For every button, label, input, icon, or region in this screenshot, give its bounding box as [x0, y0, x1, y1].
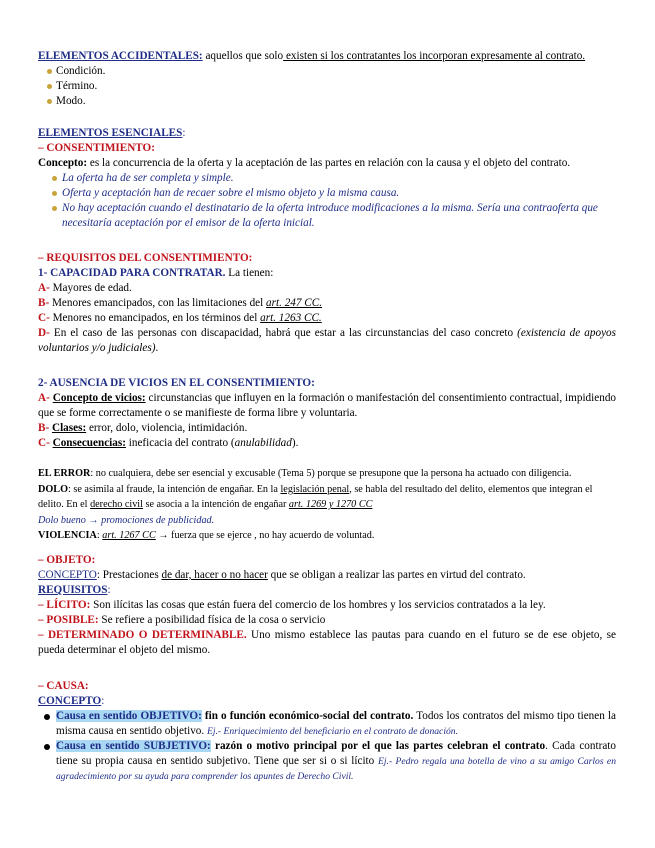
capacidad-item-b: B- Menores emancipados, con las limitaciones del art. 247 CC.	[38, 297, 322, 309]
list-item: Modo.	[38, 94, 616, 109]
objeto-licito: – LÍCITO: Son ilícitas las cosas que están fuera del comercio de los hombres y los servicios contratados a la ley.	[38, 599, 546, 611]
capacidad-item-c: C- Menores no emancipados, en los términos del art. 1263 CC.	[38, 312, 322, 324]
dolo-bueno-note: Dolo bueno → promociones de publicidad.	[38, 514, 215, 526]
capacidad-item-d: D- En el caso de las personas con discapacidad, habrá que estar a las circunstancias del caso concreto (existencia de apoyos voluntarios y/o judiciales).	[38, 327, 616, 354]
error-paragraph: EL ERROR: no cualquiera, debe ser esencial y excusable (Tema 5) porque se presupone que la persona ha actuado con diligencia.	[38, 468, 572, 479]
causa-concept-heading: CONCEPTO:	[38, 695, 105, 707]
capacidad-item-a: A- Mayores de edad.	[38, 282, 132, 294]
objeto-determinado: – DETERMINADO O DETERMINABLE. Uno mismo establece las pautas para cuando en el futuro se de ese objeto, se pueda determinar el objeto del mismo.	[38, 629, 617, 656]
list-item: La oferta ha de ser completa y simple.	[38, 171, 616, 186]
capacidad-heading: 1- CAPACIDAD PARA CONTRATAR. La tienen:	[38, 267, 274, 279]
accidentales-title: ELEMENTOS ACCIDENTALES:	[38, 50, 203, 62]
list-item: Término.	[38, 79, 616, 94]
vicios-item-a: A- Concepto de vicios: circunstancias que influyen en la formación o manifestación del consentimiento contractual, impidiendo que se forme correctamente o se manifieste de forma libre y voluntaria.	[38, 392, 617, 419]
objeto-posible: – POSIBLE: Se refiere a posibilidad física de la cosa o servicio	[38, 614, 326, 626]
list-item: Condición.	[38, 64, 616, 79]
vicios-title: 2- AUSENCIA DE VICIOS EN EL CONSENTIMIENTO:	[38, 377, 315, 389]
dolo-paragraph: DOLO: se asimila al fraude, la intención de engañar. En la legislación penal, se habla del resultado del delito, elementos que integran el delito. En el derecho civil se asocia a la intención de engañar art. 1269 y 1270 CC	[38, 483, 593, 510]
accidentales-section	[38, 49, 616, 109]
accidentales-definition: ELEMENTOS ACCIDENTALES: aquellos que solo existen si los contratantes los incorporan expresamente al contrato.	[38, 50, 586, 62]
objeto-concept: CONCEPTO: Prestaciones de dar, hacer o no hacer que se obligan a realizar las partes en virtud del contrato.	[38, 569, 526, 581]
consentimiento-title: – CONSENTIMIENTO:	[38, 142, 155, 154]
vicios-item-c: C- Consecuencias: ineficacia del contrato (anulabilidad).	[38, 437, 299, 449]
consentimiento-concept: Concepto: es la concurrencia de la oferta y la aceptación de las partes en relación con la causa y el objeto del contrato.	[38, 157, 571, 169]
vicios-detail	[38, 466, 616, 544]
consentimiento-list	[38, 171, 616, 231]
causa-subjetivo-item: Causa en sentido SUBJETIVO: razón o motivo principal por el que las partes celebran el contrato. Cada contrato tiene su propia causa en sentido subjetivo. Tiene que ser si o si lícito Ej.- Pedro regala una botella de vino a su amigo Carlos en agradecimiento por su ayuda para comprender los apuntes de Derecho Civil.	[38, 739, 616, 784]
causa-objetivo-item: Causa en sentido OBJETIVO: fin o función económico-social del contrato. Todos los contratos del mismo tipo tienen la misma causa en sentido objetivo. Ej.- Enriquecimiento del beneficiario en el contrato de donación.	[38, 709, 616, 739]
list-item: No hay aceptación cuando el destinatario de la oferta introduce modificaciones a la misma. Sería una contraoferta que necesitaría aceptación por el emisor de la oferta inicial.	[38, 201, 616, 231]
vicios-section	[38, 376, 616, 451]
objeto-requisitos-heading: REQUISITOS:	[38, 584, 111, 596]
objeto-section	[38, 553, 616, 658]
list-item: Oferta y aceptación han de recaer sobre el mismo objeto y la misma causa.	[38, 186, 616, 201]
esenciales-section	[38, 126, 616, 231]
accidentales-list	[38, 64, 616, 109]
esenciales-title: ELEMENTOS ESENCIALES	[38, 127, 183, 139]
causa-section	[38, 679, 616, 784]
causa-title: – CAUSA:	[38, 680, 89, 692]
esenciales-heading: ELEMENTOS ESENCIALES:	[38, 127, 186, 139]
requisitos-title: – REQUISITOS DEL CONSENTIMIENTO:	[38, 252, 253, 264]
requisitos-section	[38, 251, 616, 356]
objeto-title: – OBJETO:	[38, 554, 96, 566]
causa-list	[38, 709, 616, 784]
violencia-paragraph: VIOLENCIA: art. 1267 CC → fuerza que se ejerce , no hay acuerdo de voluntad.	[38, 530, 375, 541]
vicios-item-b: B- Clases: error, dolo, violencia, intimidación.	[38, 422, 248, 434]
